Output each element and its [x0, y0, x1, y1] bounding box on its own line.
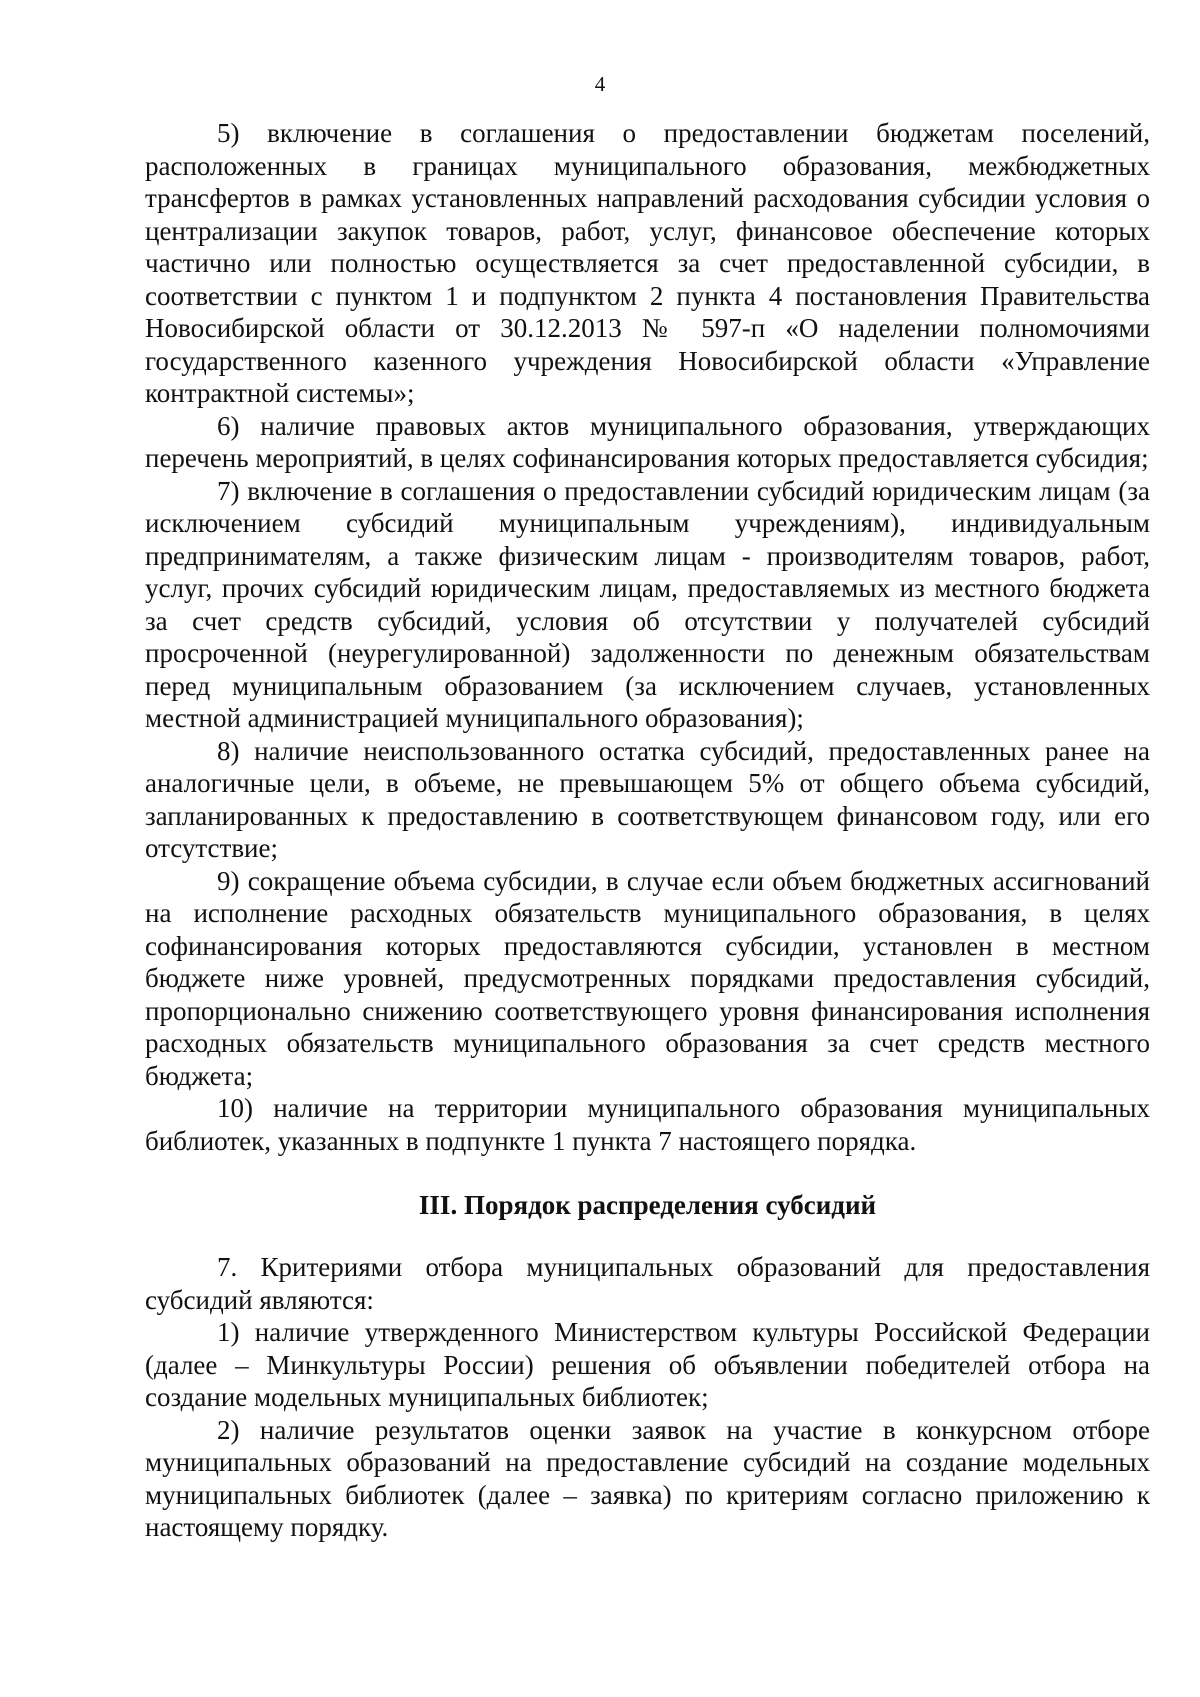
paragraph-item-7: 7) включение в соглашения о предоставлении субсидий юридическим лицам (за исключением субсидий муниципальным учреждениям), индивидуальным предпринимателям, а также физическим лицам - производителям товаров, работ, услуг, прочих субсидий юридическим лицам, предоставляемых из местного бюджета за счет средств субсидий, условия об отсутствии у получателей субсидий просроченной (неурегулированной) задолженности по денежным обязательствам перед муниципальным образованием (за исключением случаев, установленных местной администрацией муниципального образования);	[145, 475, 1150, 733]
section-heading: III. Порядок распределения субсидий	[418, 1190, 877, 1220]
paragraph-item-10: 10) наличие на территории муниципального образования муниципальных библиотек, указанных в подпункте 1 пункта 7 настоящего порядка.	[145, 1093, 1150, 1156]
paragraph-clause-7: 7. Критериями отбора муниципальных образований для предоставления субсидий являются:	[145, 1252, 1150, 1315]
paragraph-item-9: 9) сокращение объема субсидии, в случае если объем бюджетных ассигнований на исполнение расходных обязательств муниципального образования, в целях софинансирования которых предоставляются субсидии, установлен в местном бюджете ниже уровней, предусмотренных порядками предоставления субсидий, пропорционально снижению соответствующего уровня финансирования исполнения расходных обязательств муниципального образования за счет средств местного бюджета;	[145, 865, 1150, 1091]
page-number: 4	[594, 72, 606, 96]
paragraph-item-6: 6) наличие правовых актов муниципального образования, утверждающих перечень мероприятий, в целях софинансирования которых предоставляется субсидия;	[145, 410, 1150, 473]
document-body	[145, 117, 1150, 1544]
paragraph-criterion-2: 2) наличие результатов оценки заявок на участие в конкурсном отборе муниципальных образований на предоставление субсидий на создание модельных муниципальных библиотек (далее – заявка) по критериям согласно приложению к настоящему порядку.	[145, 1414, 1150, 1542]
paragraph-item-5: 5) включение в соглашения о предоставлении бюджетам поселений, расположенных в границах муниципального образования, межбюджетных трансфертов в рамках установленных направлений расходования субсидии условия о централизации закупок товаров, работ, услуг, финансовое обеспечение которых частично или полностью осуществляется за счет предоставленной субсидии, в соответствии с пунктом 1 и подпунктом 2 пункта 4 постановления Правительства Новосибирской области от 30.12.2013 № 597-п «О наделении полномочиями государственного казенного учреждения Новосибирской области «Управление контрактной системы»;	[145, 118, 1150, 408]
paragraph-criterion-1: 1) наличие утвержденного Министерством культуры Российской Федерации (далее – Минкультуры России) решения об объявлении победителей отбора на создание модельных муниципальных библиотек;	[145, 1317, 1150, 1412]
paragraph-item-8: 8) наличие неиспользованного остатка субсидий, предоставленных ранее на аналогичные цели, в объеме, не превышающем 5% от общего объема субсидий, запланированных к предоставлению в соответствующем финансовом году, или его отсутствие;	[145, 735, 1150, 863]
